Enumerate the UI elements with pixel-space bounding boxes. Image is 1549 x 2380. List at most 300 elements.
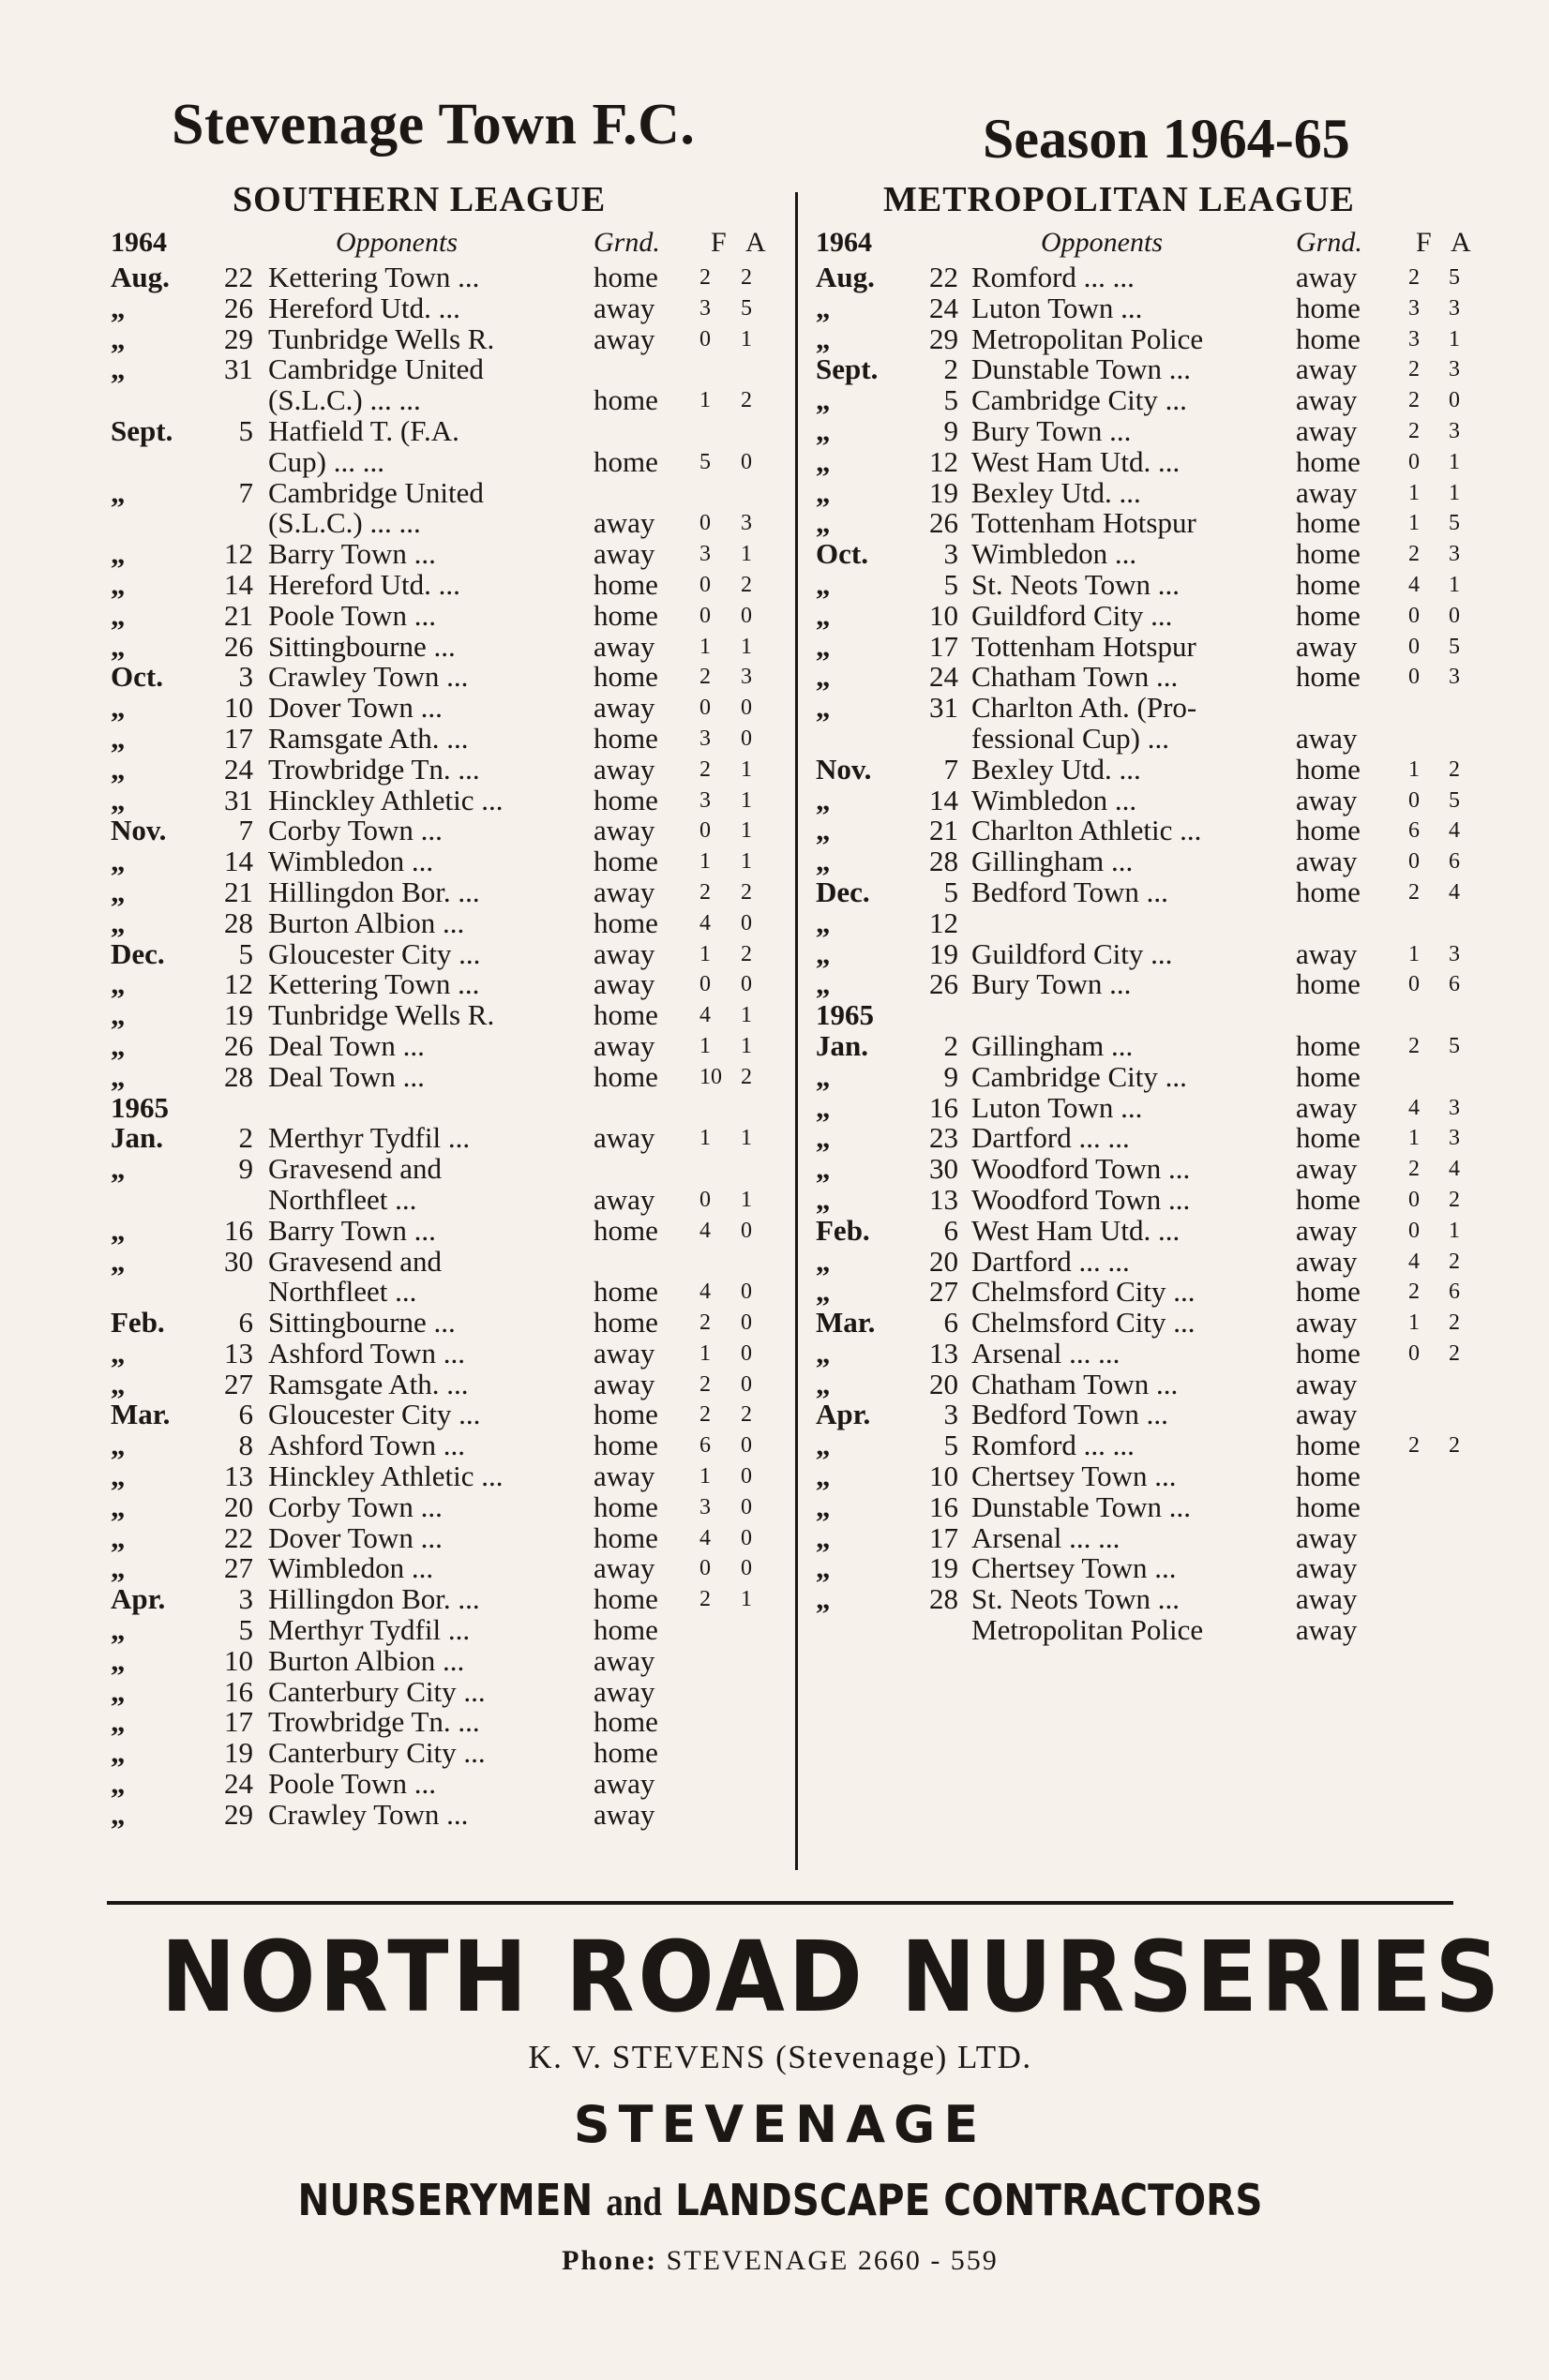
fixture-ground: home (594, 906, 658, 939)
fixture-opponent: Gravesend and (268, 1152, 443, 1186)
fixture-opponent: Tunbridge Wells R. (268, 322, 495, 355)
fixture-opponent: Woodford Town ... (971, 1182, 1191, 1216)
fixture-row (816, 1213, 1472, 1247)
fixture-day: 14 (224, 567, 253, 601)
fixture-month: „ (111, 1429, 126, 1462)
fixture-day: 2 (943, 1028, 958, 1062)
fixture-goals-against: 0 (741, 1525, 752, 1550)
fixture-ground: home (594, 1398, 658, 1431)
fixture-opponent: Ashford Town ... (268, 1336, 465, 1370)
fixture-ground: home (1296, 1182, 1361, 1216)
fixture-opponent: Arsenal ... ... (971, 1520, 1120, 1554)
year-header: 1964 (816, 227, 872, 258)
fixture-day: 28 (929, 845, 958, 878)
fixture-month: „ (111, 752, 126, 786)
fixture-opponent: Poole Town ... (268, 1767, 436, 1801)
fixture-row (111, 721, 781, 755)
fixture-day: 2 (238, 1121, 253, 1155)
fixture-month: „ (816, 906, 831, 939)
fixture-day: 17 (929, 1520, 958, 1554)
fixture-goals-for: 4 (1408, 1095, 1420, 1120)
fixture-goals-against: 0 (741, 1433, 752, 1459)
fixture-goals-for: 0 (699, 511, 711, 536)
fixture-goals-against: 1 (741, 1003, 752, 1028)
fixture-month: „ (816, 567, 831, 601)
fixture-goals-against: 4 (1449, 1157, 1460, 1182)
fixture-row (111, 1584, 781, 1615)
fixture-opponent: Romford ... ... (971, 261, 1135, 293)
fixture-goals-against: 3 (1449, 941, 1460, 966)
fixture-ground: away (594, 1336, 655, 1370)
fixture-opponent: St. Neots Town ... (971, 1582, 1181, 1616)
fixture-goals-against: 2 (1449, 1249, 1460, 1274)
fixture-ground: away (1296, 1152, 1358, 1186)
fixture-day: 5 (238, 413, 253, 447)
fixture-day: 13 (929, 1336, 958, 1370)
fixture-ground: home (594, 1213, 658, 1247)
fixture-month: „ (111, 1767, 126, 1801)
fixture-row (816, 1461, 1472, 1492)
fixture-row (111, 444, 781, 478)
fixture-opponent: Ramsgate Ath. ... (268, 1367, 469, 1400)
fixture-goals-for: 0 (699, 572, 711, 597)
advert-divider (107, 1901, 1453, 1905)
fixture-goals-against: 3 (1449, 357, 1460, 382)
fixture-month: „ (816, 1059, 831, 1093)
opponents-header: Opponents (336, 227, 458, 258)
fixture-opponent: Sittingbourne ... (268, 1306, 456, 1340)
fixture-day: 29 (224, 322, 253, 355)
southern-league-title: SOUTHERN LEAGUE (233, 180, 607, 219)
fixture-goals-against: 2 (1449, 756, 1460, 782)
fixture-goals-for: 0 (699, 818, 711, 844)
advert-company: K. V. STEVENS (Stevenage) LTD. (528, 2039, 1032, 2075)
fixture-ground: away (594, 967, 655, 1001)
fixture-row (111, 1489, 781, 1523)
fixture-opponent: Wimbledon ... (971, 783, 1137, 816)
fixture-goals-for: 2 (699, 1310, 711, 1336)
fixture-goals-for: 2 (1408, 1157, 1420, 1182)
fixture-opponent: Hereford Utd. ... (268, 567, 460, 601)
fixture-goals-against: 2 (741, 388, 752, 413)
fixture-day: 12 (224, 967, 253, 1001)
fixture-ground: away (1296, 1582, 1358, 1616)
fixture-day: 10 (929, 1459, 958, 1493)
fixture-day: 19 (929, 1551, 958, 1585)
fixture-opponent: Merthyr Tydfil ... (268, 1613, 471, 1647)
fixture-row (816, 1123, 1472, 1154)
fixture-opponent: Guildford City ... (971, 598, 1173, 632)
fixture-opponent: Dartford ... ... (971, 1244, 1130, 1278)
fixture-opponent: Bury Town ... (971, 967, 1132, 1001)
fixture-day: 10 (224, 691, 253, 725)
fixture-goals-for: 10 (699, 1064, 722, 1089)
fixture-day: 8 (238, 1429, 253, 1462)
fixture-month: Mar. (111, 1398, 171, 1431)
fixture-ground: away (594, 936, 655, 970)
fixture-day: 28 (224, 906, 253, 939)
fixture-month: „ (111, 691, 126, 725)
fixture-day: 19 (929, 475, 958, 509)
fixture-goals-for: 1 (699, 1126, 711, 1151)
fixture-ground: home (1296, 1336, 1361, 1370)
fixture-month: „ (816, 413, 831, 447)
fixture-ground: home (594, 1736, 658, 1770)
fixture-ground: away (1296, 475, 1358, 509)
fixture-month: „ (816, 598, 831, 632)
fixture-ground: away (594, 1367, 655, 1400)
fixture-goals-for: 2 (1408, 418, 1420, 443)
fixture-opponent: Hatfield T. (F.A. (268, 413, 459, 447)
fixture-day: 16 (929, 1090, 958, 1124)
fixture-row (816, 598, 1472, 632)
fixture-opponent: Wimbledon ... (268, 1551, 434, 1585)
fixture-row (111, 1308, 781, 1339)
season-title: Season 1964-65 (983, 108, 1350, 170)
fixture-month: „ (816, 1582, 831, 1616)
fixture-goals-against: 3 (1449, 665, 1460, 690)
fixture-day: 27 (224, 1367, 253, 1400)
fixture-row (111, 908, 781, 939)
fixture-goals-against: 1 (741, 1587, 752, 1612)
fixture-month: Aug. (111, 261, 170, 293)
fixture-ground: away (1296, 783, 1358, 816)
fixture-day: 7 (943, 752, 958, 786)
fixture-day: 3 (943, 1398, 958, 1431)
fixture-opponent: Deal Town ... (268, 1028, 425, 1062)
fixture-goals-against: 1 (1449, 572, 1460, 597)
fixture-ground: home (1296, 1489, 1361, 1523)
metropolitan-league-title: METROPOLITAN LEAGUE (883, 180, 1355, 219)
fixture-day: 12 (224, 537, 253, 571)
fixture-opponent: Dover Town ... (268, 691, 443, 725)
fixture-row (816, 629, 1472, 663)
fixture-day: 3 (943, 537, 958, 571)
fixture-goals-against: 4 (1449, 818, 1460, 844)
fixture-goals-for: 1 (699, 941, 711, 966)
fixture-ground: home (594, 261, 658, 293)
fixture-goals-for: 2 (699, 665, 711, 690)
fixture-month: „ (111, 1705, 126, 1739)
fixture-goals-for: 2 (1408, 542, 1420, 567)
fixture-month: Nov. (816, 752, 872, 786)
advert-trade-nurserymen: NURSERYMEN (297, 2175, 594, 2225)
fixture-goals-against: 1 (1449, 1218, 1460, 1243)
fixture-ground: away (1296, 1213, 1358, 1247)
fixture-opponent: Gillingham ... (971, 845, 1134, 878)
fixture-goals-against: 1 (741, 756, 752, 782)
fixture-row (111, 877, 781, 908)
fixture-ground: home (594, 1275, 658, 1309)
fixture-ground: home (1296, 660, 1361, 694)
fixture-day: 26 (224, 291, 253, 324)
fixture-goals-against: 2 (1449, 1310, 1460, 1336)
fixture-row (816, 1028, 1472, 1062)
fixture-row (111, 846, 781, 877)
fixture-ground: away (1296, 1520, 1358, 1554)
fixture-goals-for: 1 (1408, 1310, 1420, 1336)
fixture-opponent: Cambridge City ... (971, 1059, 1187, 1093)
fixture-day: 26 (224, 1028, 253, 1062)
fixture-ground: home (594, 383, 658, 417)
fixture-day: 17 (929, 629, 958, 663)
for-header: F (711, 227, 727, 258)
fixture-day: 17 (224, 721, 253, 755)
fixture-goals-for: 0 (1408, 665, 1420, 690)
fixture-opponent: Sittingbourne ... (268, 629, 456, 663)
fixture-goals-for: 2 (699, 879, 711, 905)
fixture-ground: home (1296, 1275, 1361, 1309)
fixture-row (816, 1430, 1472, 1461)
fixture-month: Apr. (111, 1582, 166, 1616)
fixture-month: „ (111, 1643, 126, 1677)
fixture-row (111, 1797, 781, 1831)
fixture-opponent: Dartford ... ... (971, 1121, 1130, 1155)
fixture-month: Dec. (111, 936, 165, 970)
fixture-day: 6 (238, 1306, 253, 1340)
fixture-goals-for: 2 (1408, 388, 1420, 413)
fixture-ground: home (1296, 1121, 1361, 1155)
fixture-month: Mar. (816, 1306, 876, 1340)
fixture-goals-for: 2 (1408, 1033, 1420, 1058)
fixture-ground: away (594, 875, 655, 908)
fixture-row (111, 752, 781, 786)
fixture-goals-for: 4 (699, 1003, 711, 1028)
fixture-month: „ (816, 1336, 831, 1370)
fixture-row (111, 629, 781, 663)
fixture-month: „ (111, 721, 126, 755)
fixture-ground: away (594, 1643, 655, 1677)
fixture-ground: home (594, 1489, 658, 1523)
fixture-month: Feb. (111, 1306, 165, 1340)
fixture-day: 24 (224, 752, 253, 786)
fixture-month: „ (816, 475, 831, 509)
fixture-month: „ (816, 1459, 831, 1493)
fixture-row (816, 1520, 1472, 1554)
fixture-goals-for: 3 (699, 542, 711, 567)
fixture-opponent: West Ham Utd. ... (971, 444, 1181, 478)
fixture-month: „ (111, 998, 126, 1032)
fixture-goals-against: 3 (1449, 1095, 1460, 1120)
fixture-row (816, 693, 1472, 724)
fixture-goals-against: 6 (1449, 849, 1460, 875)
fixture-month: „ (816, 691, 831, 725)
fixture-goals-against: 0 (741, 1494, 752, 1519)
fixture-goals-against: 5 (741, 295, 752, 321)
fixture-day: 22 (224, 261, 253, 293)
fixture-goals-against: 2 (1449, 1433, 1460, 1459)
fixture-ground: home (594, 1613, 658, 1647)
fixture-month: „ (816, 1182, 831, 1216)
fixture-goals-for: 1 (1408, 941, 1420, 966)
fixture-ground: home (594, 1059, 658, 1093)
fixture-goals-against: 2 (1449, 1340, 1460, 1366)
fixture-row (111, 693, 781, 724)
fixture-row (111, 1123, 781, 1154)
fixture-goals-for: 3 (1408, 295, 1420, 321)
fixture-goals-for: 2 (699, 1402, 711, 1428)
fixture-month: „ (111, 1367, 126, 1400)
fixture-row (816, 385, 1472, 416)
fixture-row (111, 1367, 781, 1400)
fixture-opponent: Corby Town ... (268, 1489, 443, 1523)
fixture-goals-for: 2 (699, 265, 711, 290)
phone-label: Phone: (562, 2245, 658, 2276)
fixture-goals-for: 1 (699, 1464, 711, 1489)
fixture-goals-for: 6 (699, 1433, 711, 1459)
fixture-row (111, 816, 781, 846)
fixture-month: „ (816, 383, 831, 417)
fixture-opponent: Canterbury City ... (268, 1736, 486, 1770)
fixture-day: 19 (929, 936, 958, 970)
fixture-day: 27 (929, 1275, 958, 1309)
fixture-row (816, 936, 1472, 970)
fixture-row (816, 1244, 1472, 1278)
fixture-goals-for: 1 (699, 849, 711, 875)
fixture-row (111, 1430, 781, 1461)
fixture-row (816, 1090, 1472, 1124)
fixture-day: 3 (238, 660, 253, 694)
fixture-row (111, 354, 781, 385)
fixture-opponent: Guildford City ... (971, 936, 1173, 970)
fixture-goals-for: 4 (699, 1218, 711, 1243)
fixture-ground: home (1296, 1059, 1361, 1093)
fixture-ground: away (1296, 352, 1358, 386)
fixture-opponent: Gravesend and (268, 1244, 443, 1278)
fixture-month: „ (816, 1152, 831, 1186)
fixture-month: „ (816, 1090, 831, 1124)
fixture-month: Sept. (816, 352, 879, 386)
metropolitan-league-fixtures (816, 176, 1472, 1646)
fixture-day: 19 (224, 998, 253, 1032)
fixture-month: „ (111, 598, 126, 632)
fixture-goals-for: 0 (1408, 634, 1420, 659)
fixture-day: 7 (238, 814, 253, 847)
fixture-month: Oct. (111, 660, 163, 694)
fixture-month: Jan. (111, 1121, 163, 1155)
fixture-row (816, 1489, 1472, 1523)
year-header: 1964 (111, 227, 167, 258)
fixture-ground: home (594, 845, 658, 878)
fixture-opponent: Cambridge United (268, 352, 484, 386)
fixture-goals-for: 2 (1408, 1433, 1420, 1459)
fixture-goals-for: 1 (699, 388, 711, 413)
fixture-ground: home (594, 1582, 658, 1616)
fixture-month: „ (111, 1613, 126, 1647)
fixture-day: 30 (929, 1152, 958, 1186)
fixture-opponent: Chelmsford City ... (971, 1275, 1196, 1309)
fixture-row (816, 1367, 1472, 1400)
fixture-day: 13 (224, 1459, 253, 1493)
fixture-day: 24 (224, 1767, 253, 1801)
fixture-goals-for: 0 (1408, 849, 1420, 875)
fixture-opponent: Chertsey Town ... (971, 1459, 1177, 1493)
fixture-ground: home (1296, 814, 1361, 847)
fixture-day: 2 (943, 352, 958, 386)
fixture-goals-against: 0 (741, 1310, 752, 1336)
fixture-goals-against: 3 (1449, 295, 1460, 321)
against-header: A (745, 227, 766, 258)
fixture-month: „ (111, 783, 126, 816)
fixture-goals-against: 1 (741, 849, 752, 875)
fixture-day: 5 (238, 936, 253, 970)
fixture-day: 9 (238, 1152, 253, 1186)
fixture-ground: away (1296, 1367, 1358, 1400)
fixture-row (816, 1615, 1472, 1646)
fixture-month: „ (111, 1520, 126, 1554)
fixture-opponent: Barry Town ... (268, 537, 436, 571)
southern-league-fixtures (111, 176, 781, 1831)
fixture-row (111, 385, 781, 416)
fixture-ground: home (594, 1306, 658, 1340)
fixture-goals-against: 5 (1449, 634, 1460, 659)
fixture-opponent: Luton Town ... (971, 1090, 1143, 1124)
fixture-goals-for: 0 (699, 1187, 711, 1212)
fixture-day: 12 (929, 906, 958, 939)
fixture-day: 20 (224, 1489, 253, 1523)
fixture-row (816, 293, 1472, 324)
fixture-goals-for: 0 (699, 326, 711, 352)
fixture-month: „ (111, 1797, 126, 1831)
fixture-row (816, 969, 1472, 1000)
fixture-ground: away (594, 629, 655, 663)
fixture-ground: away (1296, 1613, 1358, 1647)
fixture-ground: away (1296, 1398, 1358, 1431)
fixture-goals-against: 0 (741, 972, 752, 997)
fixture-row (816, 1000, 1472, 1031)
fixture-ground: home (594, 998, 658, 1032)
fixture-month: „ (111, 845, 126, 878)
fixture-row (111, 1461, 781, 1492)
fixture-goals-for: 3 (699, 787, 711, 813)
fixture-row (111, 413, 781, 447)
fixture-day: 27 (224, 1551, 253, 1585)
fixture-month: „ (816, 845, 831, 878)
fixture-goals-for: 1 (1408, 480, 1420, 505)
fixture-goals-against: 5 (1449, 511, 1460, 536)
fixture-ground: away (1296, 413, 1358, 447)
fixture-goals-against: 1 (1449, 449, 1460, 474)
fixture-ground: home (594, 660, 658, 694)
southern-column-headers (111, 223, 781, 262)
fixture-month: Dec. (816, 875, 870, 908)
fixture-opponent: Burton Albion ... (268, 1643, 465, 1677)
fixture-goals-against: 2 (741, 265, 752, 290)
fixture-row (816, 877, 1472, 908)
fixture-ground: away (594, 814, 655, 847)
fixture-goals-for: 0 (1408, 787, 1420, 813)
fixture-goals-against: 2 (741, 1064, 752, 1089)
fixture-row (816, 508, 1472, 539)
fixture-goals-against: 1 (741, 818, 752, 844)
fixture-goals-against: 0 (741, 603, 752, 628)
fixture-ground: away (1296, 1244, 1358, 1278)
fixture-day: 14 (929, 783, 958, 816)
fixture-row (816, 662, 1472, 693)
fixture-goals-against: 0 (741, 1556, 752, 1581)
fixture-month: „ (111, 1551, 126, 1585)
fixture-day: 6 (943, 1213, 958, 1247)
fixture-opponent: Ashford Town ... (268, 1429, 465, 1462)
fixture-ground: away (594, 1121, 655, 1155)
fixture-month: „ (111, 1336, 126, 1370)
fixture-row (111, 662, 781, 693)
fixture-row (816, 567, 1472, 601)
fixture-goals-for: 3 (1408, 326, 1420, 352)
fixture-row (111, 1277, 781, 1308)
advert-trade (188, 2175, 1373, 2225)
fixture-row (111, 1400, 781, 1430)
